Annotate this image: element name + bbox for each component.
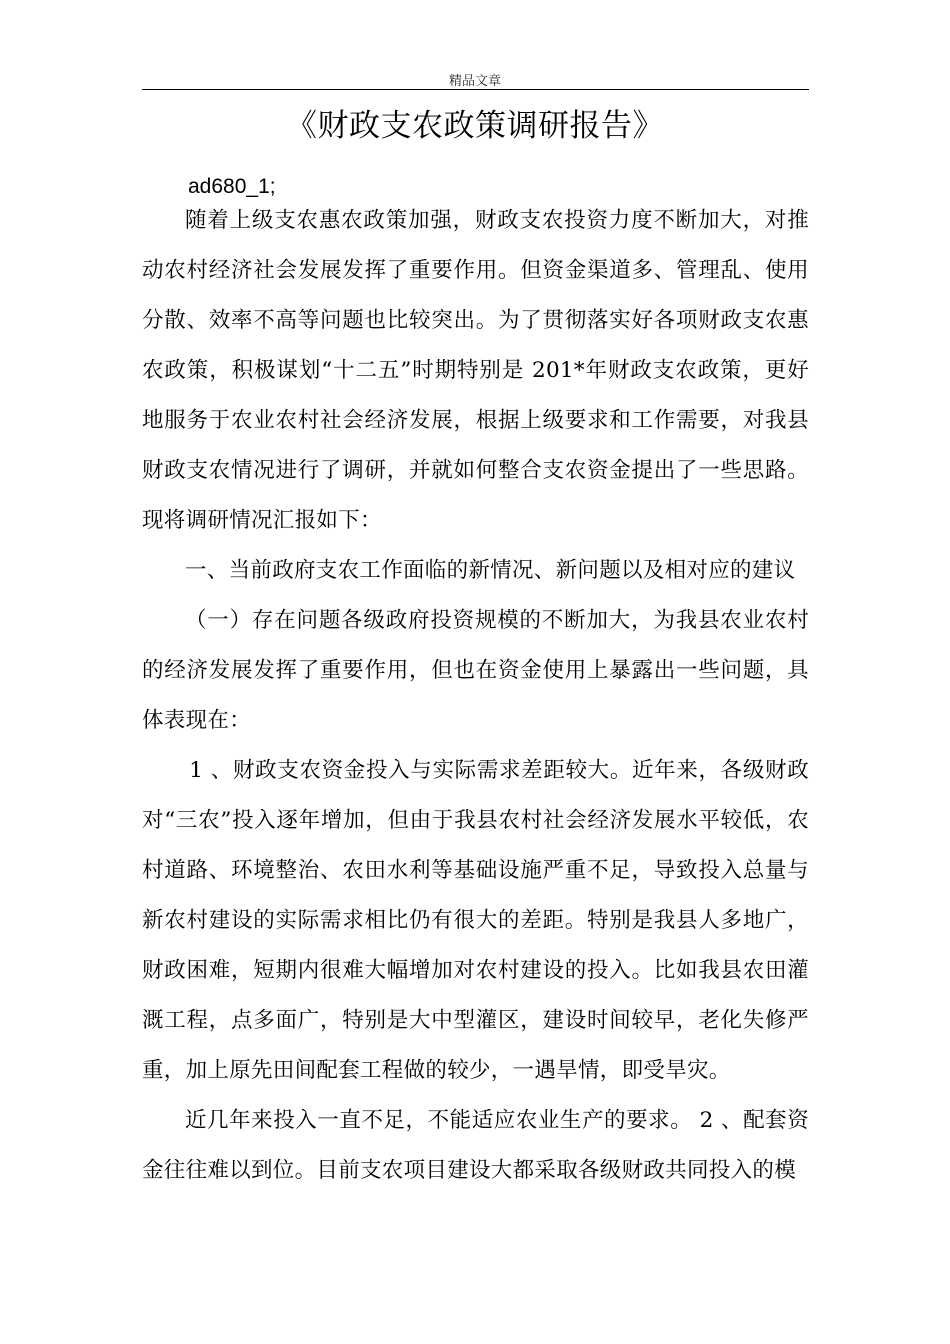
header-divider — [142, 89, 809, 90]
document-title: 《财政支农政策调研报告》 — [286, 108, 664, 144]
document-body — [142, 196, 809, 1196]
paragraph-item-1: 1 、财政支农资金投入与实际需求差距较大。近年来，各级财政对“三农”投入逐年增加，但由于我县农村社会经济发展水平较低，农村道路、环境整治、农田水利等基础设施严重不足，导致投入总量与新农村建设的实际需求相比仍有很大的差距。特别是我县人多地广，财政困难，短期内很难大幅增加对农村建设的投入。比如我县农田灌溉工程，点多面广，特别是大中型灌区，建设时间较早，老化失修严重，加上原先田间配套工程做的较少，一遇旱情，即受旱灾。 — [142, 758, 809, 1083]
paragraph-item-2: 近几年来投入一直不足，不能适应农业生产的要求。 2 、配套资金往往难以到位。目前支农项目建设大都采取各级财政共同投入的模 — [142, 1108, 809, 1183]
paragraph-problems: （一）存在问题各级政府投资规模的不断加大，为我县农业农村的经济发展发挥了重要作用，但也在资金使用上暴露出一些问题，具体表现在： — [142, 608, 809, 733]
paragraph-intro: 随着上级支农惠农政策加强，财政支农投资力度不断加大，对推动农村经济社会发展发挥了重要作用。但资金渠道多、管理乱、使用分散、效率不高等问题也比较突出。为了贯彻落实好各项财政支农惠农政策，积极谋划“十二五”时期特别是 201*年财政支农政策，更好地服务于农业农村社会经济发展，根据上级要求和工作需要，对我县财政支农情况进行了调研，并就如何整合支农资金提出了一些思路。现将调研情况汇报如下： — [142, 208, 809, 533]
document-code: ad680_1; — [188, 175, 276, 198]
page-header-label: 精品文章 — [448, 74, 501, 89]
section-heading-1: 一、当前政府支农工作面临的新情况、新问题以及相对应的建议 — [185, 558, 796, 583]
